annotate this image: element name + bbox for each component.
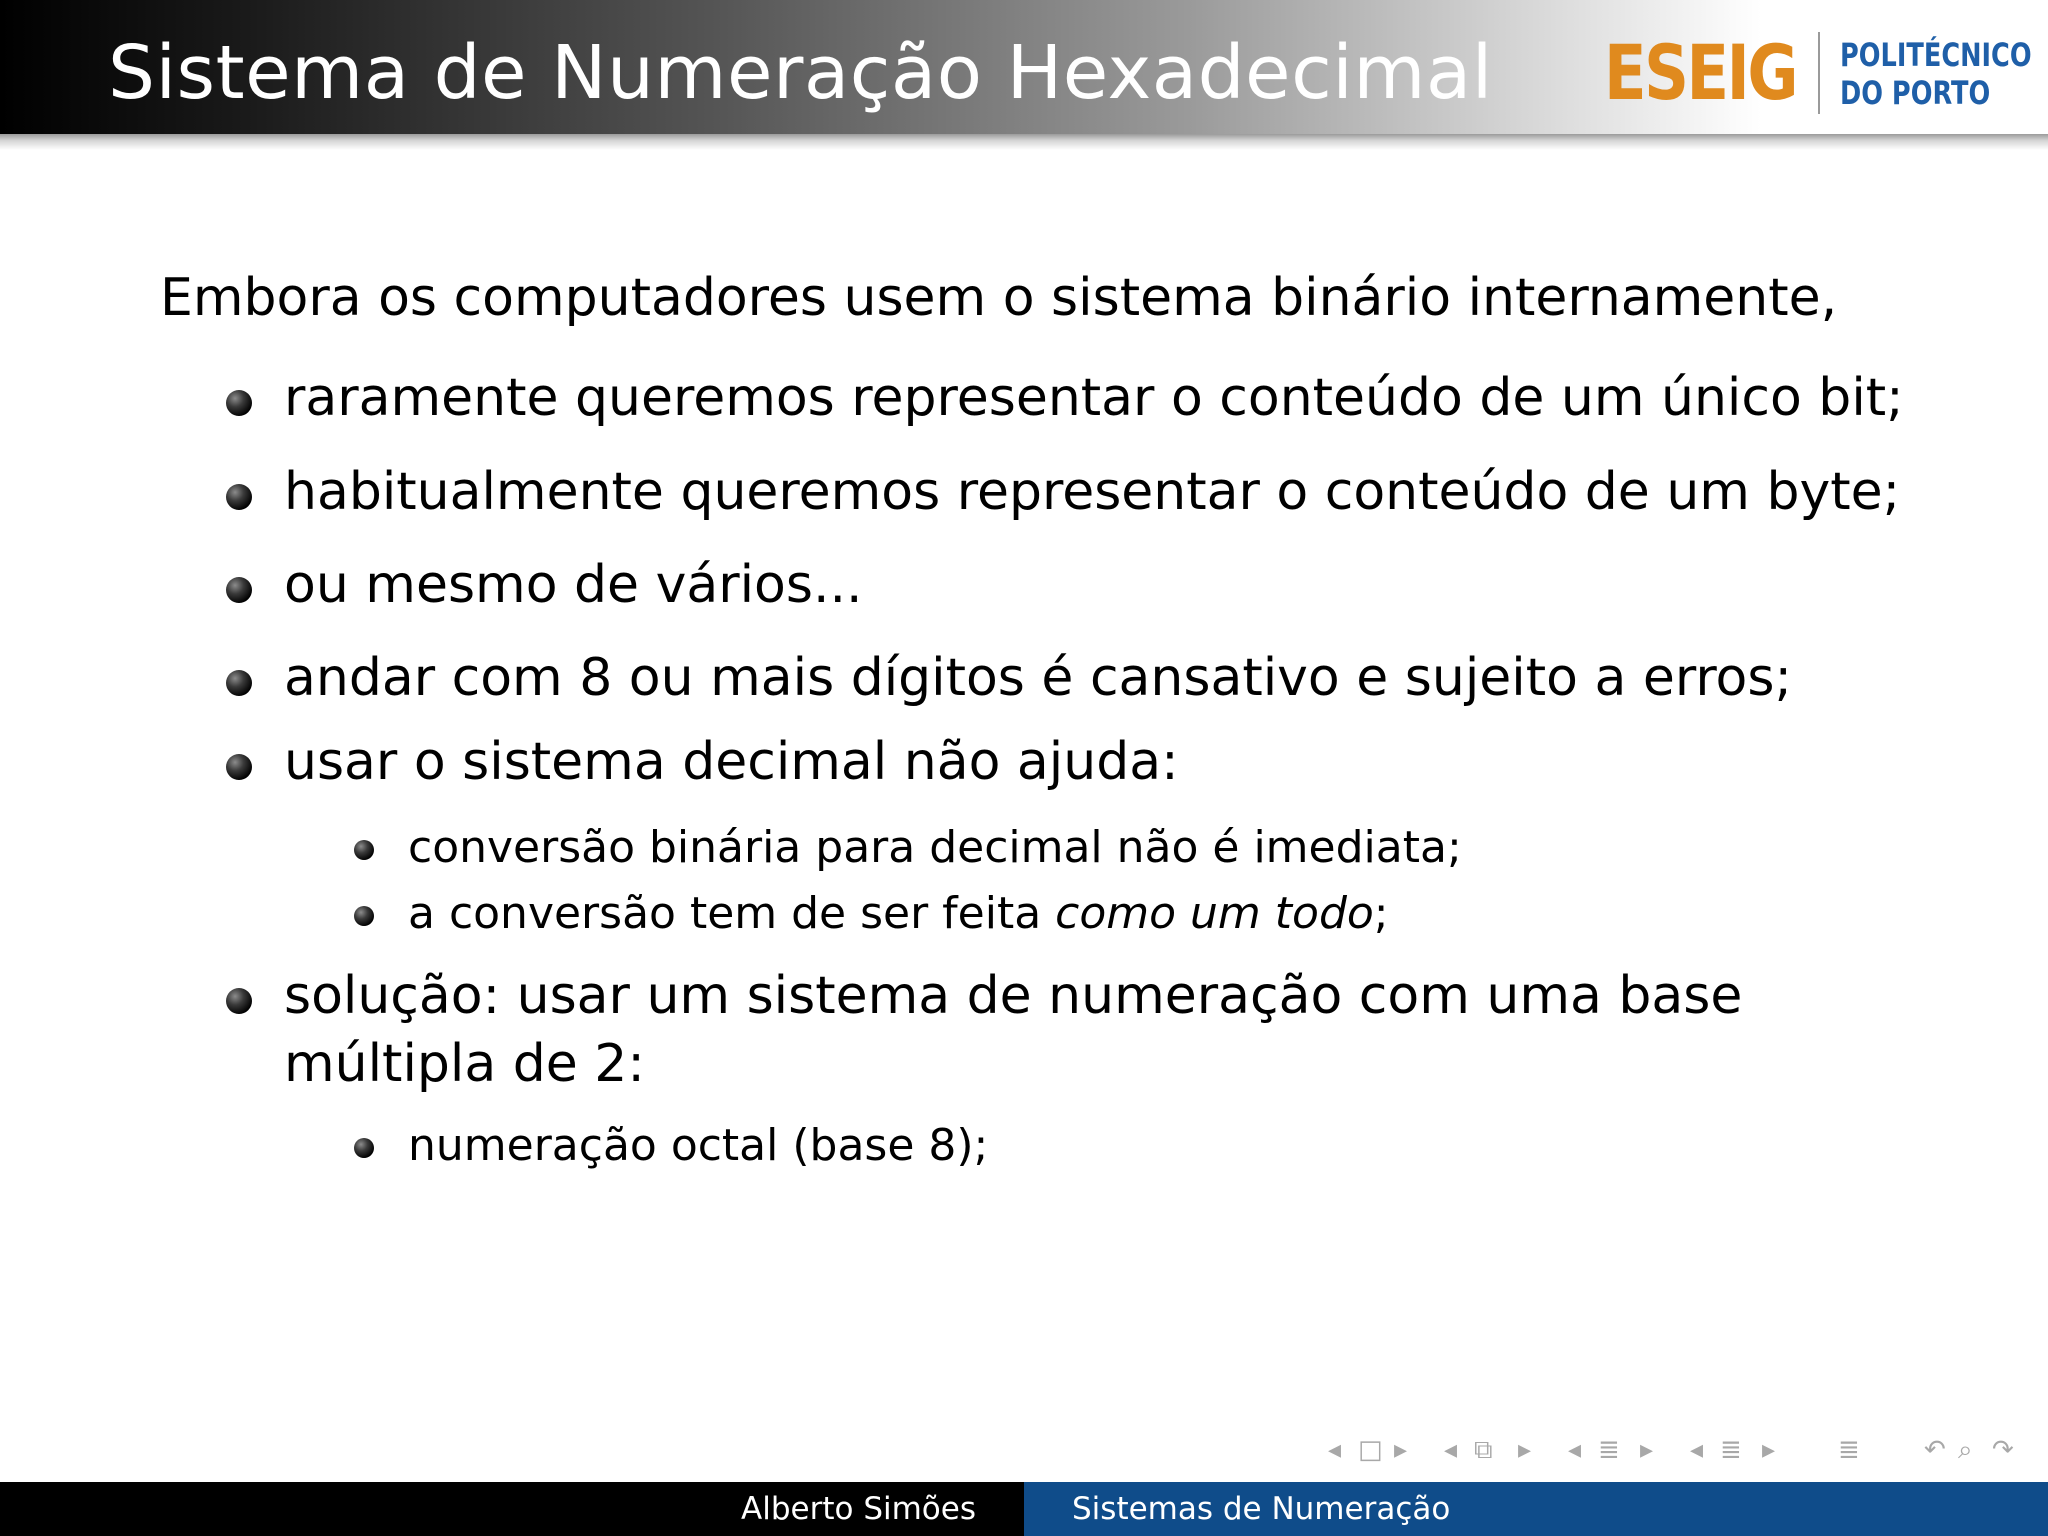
nav-outline-prev-icon[interactable]: ◂	[1690, 1435, 1704, 1465]
slide-footer	[0, 1482, 2048, 1536]
emphasis-text: como um todo	[1055, 888, 1374, 939]
logo-eseig-text: ESEIG	[1604, 28, 1797, 117]
logo-politecnico-text	[1840, 36, 2032, 112]
footer-author: Alberto Simões	[0, 1482, 1024, 1536]
beamer-navigation	[1322, 1432, 2034, 1468]
logo-politecnico-line2: DO PORTO	[1840, 74, 1991, 112]
bullet-icon	[226, 484, 252, 510]
sub-bullet-suffix: ;	[1373, 888, 1389, 939]
bullet-icon	[226, 754, 252, 780]
bullet-item: habitualmente queremos representar o conteúdo de um byte;	[284, 462, 1901, 522]
header-shadow	[0, 134, 2048, 150]
nav-outline-next-icon[interactable]: ▸	[1762, 1435, 1776, 1465]
nav-subsection-next-icon[interactable]: ▸	[1518, 1435, 1532, 1465]
slide-header	[0, 0, 2048, 134]
nav-outline-icon[interactable]: ≣	[1720, 1435, 1742, 1465]
nav-section-prev-icon[interactable]: ◂	[1568, 1435, 1582, 1465]
sub-bullet-item	[408, 886, 1389, 942]
nav-frame-icon[interactable]: □	[1358, 1435, 1383, 1465]
intro-text: Embora os computadores usem o sistema binário internamente,	[160, 268, 1838, 328]
bullet-item-line2: múltipla de 2:	[284, 1034, 645, 1094]
nav-search-icon[interactable]: ⌕	[1958, 1435, 1973, 1465]
sub-bullet-prefix: a conversão tem de ser feita	[408, 888, 1056, 939]
nav-frame-next-icon[interactable]: ▸	[1394, 1435, 1408, 1465]
nav-section-icon[interactable]: ≣	[1598, 1435, 1620, 1465]
nav-section-next-icon[interactable]: ▸	[1640, 1435, 1654, 1465]
nav-subsection-icon[interactable]: ⧉	[1474, 1435, 1493, 1465]
bullet-icon	[226, 670, 252, 696]
nav-frame-prev-icon[interactable]: ◂	[1328, 1435, 1342, 1465]
footer-course: Sistemas de Numeração	[1024, 1482, 2048, 1536]
nav-subsection-prev-icon[interactable]: ◂	[1444, 1435, 1458, 1465]
bullet-item-line1: solução: usar um sistema de numeração com uma base	[284, 966, 1743, 1026]
bullet-icon	[226, 577, 252, 603]
bullet-item: usar o sistema decimal não ajuda:	[284, 732, 1179, 792]
nav-back-icon[interactable]: ↶	[1924, 1435, 1946, 1465]
logo-divider	[1818, 32, 1820, 114]
sub-bullet-item: conversão binária para decimal não é imediata;	[408, 822, 1462, 873]
bullet-icon	[226, 390, 252, 416]
logo-politecnico-line1: POLITÉCNICO	[1840, 36, 2032, 74]
bullet-item: raramente queremos representar o conteúdo de um único bit;	[284, 368, 1904, 428]
slide-title: Sistema de Numeração Hexadecimal	[108, 30, 1493, 116]
bullet-item: andar com 8 ou mais dígitos é cansativo e sujeito a erros;	[284, 648, 1792, 708]
sub-bullet-icon	[354, 840, 374, 860]
sub-bullet-icon	[354, 906, 374, 926]
bullet-item: ou mesmo de vários...	[284, 555, 863, 615]
sub-bullet-icon	[354, 1138, 374, 1158]
institution-logo	[1604, 28, 2034, 118]
nav-forward-icon[interactable]: ↷	[1992, 1435, 2014, 1465]
bullet-icon	[226, 988, 252, 1014]
sub-bullet-item: numeração octal (base 8);	[408, 1120, 989, 1171]
nav-toc-icon[interactable]: ≣	[1838, 1435, 1860, 1465]
